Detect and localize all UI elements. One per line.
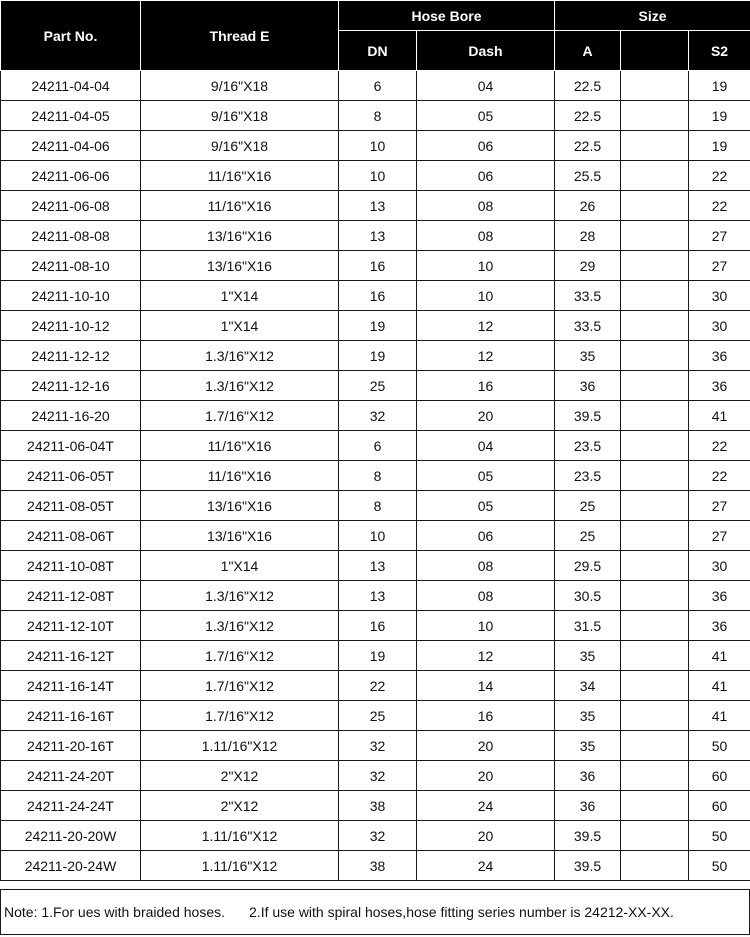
cell-thread: 1.7/16"X12 [141, 671, 339, 701]
cell-part-no: 24211-08-06T [1, 521, 141, 551]
table-header [1, 1, 750, 71]
cell-s2: 27 [689, 251, 750, 281]
cell-part-no: 24211-10-12 [1, 311, 141, 341]
cell-thread: 13/16"X16 [141, 221, 339, 251]
cell-a: 33.5 [555, 281, 621, 311]
cell-a: 23.5 [555, 431, 621, 461]
cell-part-no: 24211-06-05T [1, 461, 141, 491]
cell-s2: 41 [689, 701, 750, 731]
table-row [1, 551, 750, 581]
cell-blank [621, 191, 689, 221]
table-row [1, 701, 750, 731]
cell-dash: 16 [417, 371, 555, 401]
cell-blank [621, 611, 689, 641]
cell-blank [621, 221, 689, 251]
cell-blank [621, 731, 689, 761]
cell-s2: 22 [689, 461, 750, 491]
cell-a: 29.5 [555, 551, 621, 581]
table-row [1, 851, 750, 881]
table-row [1, 611, 750, 641]
cell-dn: 19 [339, 641, 417, 671]
cell-thread: 1.3/16"X12 [141, 341, 339, 371]
cell-dash: 08 [417, 581, 555, 611]
cell-a: 33.5 [555, 311, 621, 341]
cell-thread: 11/16"X16 [141, 431, 339, 461]
cell-blank [621, 161, 689, 191]
cell-dash: 24 [417, 851, 555, 881]
cell-thread: 1.7/16"X12 [141, 641, 339, 671]
cell-dn: 25 [339, 701, 417, 731]
cell-blank [621, 431, 689, 461]
cell-part-no: 24211-24-24T [1, 791, 141, 821]
table-row [1, 791, 750, 821]
cell-dn: 19 [339, 341, 417, 371]
table-row [1, 191, 750, 221]
cell-s2: 50 [689, 821, 750, 851]
cell-part-no: 24211-06-08 [1, 191, 141, 221]
cell-part-no: 24211-12-08T [1, 581, 141, 611]
cell-s2: 22 [689, 191, 750, 221]
table-row [1, 341, 750, 371]
cell-s2: 22 [689, 431, 750, 461]
cell-blank [621, 281, 689, 311]
footnote-part-2: 2.If use with spiral hoses,hose fitting series number is 24212-XX-XX. [249, 904, 674, 920]
cell-dash: 10 [417, 611, 555, 641]
cell-dash: 10 [417, 281, 555, 311]
cell-s2: 30 [689, 281, 750, 311]
cell-part-no: 24211-04-04 [1, 71, 141, 101]
cell-thread: 1.3/16"X12 [141, 371, 339, 401]
cell-s2: 36 [689, 341, 750, 371]
cell-blank [621, 791, 689, 821]
cell-thread: 9/16"X18 [141, 101, 339, 131]
cell-dn: 10 [339, 131, 417, 161]
cell-a: 36 [555, 371, 621, 401]
cell-dn: 32 [339, 401, 417, 431]
cell-s2: 50 [689, 851, 750, 881]
cell-a: 39.5 [555, 401, 621, 431]
cell-a: 22.5 [555, 101, 621, 131]
cell-a: 26 [555, 191, 621, 221]
cell-dash: 16 [417, 701, 555, 731]
cell-dash: 20 [417, 821, 555, 851]
cell-dn: 6 [339, 431, 417, 461]
cell-thread: 1.11/16"X12 [141, 851, 339, 881]
cell-part-no: 24211-16-12T [1, 641, 141, 671]
cell-thread: 2"X12 [141, 791, 339, 821]
cell-part-no: 24211-12-16 [1, 371, 141, 401]
cell-dn: 25 [339, 371, 417, 401]
cell-s2: 36 [689, 581, 750, 611]
cell-dash: 08 [417, 191, 555, 221]
cell-thread: 1"X14 [141, 551, 339, 581]
cell-a: 25 [555, 491, 621, 521]
cell-dash: 05 [417, 461, 555, 491]
cell-s2: 41 [689, 641, 750, 671]
table-row [1, 641, 750, 671]
cell-thread: 1.11/16"X12 [141, 821, 339, 851]
cell-dn: 8 [339, 101, 417, 131]
cell-dn: 16 [339, 611, 417, 641]
cell-a: 35 [555, 731, 621, 761]
table-row [1, 491, 750, 521]
cell-part-no: 24211-16-16T [1, 701, 141, 731]
cell-dash: 12 [417, 641, 555, 671]
cell-dn: 38 [339, 791, 417, 821]
cell-dn: 32 [339, 761, 417, 791]
cell-part-no: 24211-20-24W [1, 851, 141, 881]
cell-s2: 50 [689, 731, 750, 761]
cell-thread: 9/16"X18 [141, 131, 339, 161]
cell-dash: 05 [417, 491, 555, 521]
cell-a: 28 [555, 221, 621, 251]
cell-part-no: 24211-12-10T [1, 611, 141, 641]
header-dash: Dash [417, 31, 555, 71]
cell-dash: 08 [417, 221, 555, 251]
cell-dn: 10 [339, 521, 417, 551]
cell-dash: 12 [417, 311, 555, 341]
cell-blank [621, 341, 689, 371]
cell-part-no: 24211-16-14T [1, 671, 141, 701]
cell-dash: 06 [417, 131, 555, 161]
cell-blank [621, 401, 689, 431]
cell-dn: 6 [339, 71, 417, 101]
cell-blank [621, 371, 689, 401]
cell-thread: 13/16"X16 [141, 521, 339, 551]
cell-a: 35 [555, 341, 621, 371]
cell-a: 25.5 [555, 161, 621, 191]
table-row [1, 251, 750, 281]
cell-blank [621, 671, 689, 701]
cell-s2: 36 [689, 371, 750, 401]
cell-s2: 19 [689, 71, 750, 101]
cell-blank [621, 641, 689, 671]
cell-thread: 13/16"X16 [141, 491, 339, 521]
cell-s2: 36 [689, 611, 750, 641]
cell-dn: 32 [339, 821, 417, 851]
header-dn: DN [339, 31, 417, 71]
cell-dn: 22 [339, 671, 417, 701]
cell-thread: 13/16"X16 [141, 251, 339, 281]
cell-s2: 30 [689, 551, 750, 581]
cell-dash: 10 [417, 251, 555, 281]
cell-blank [621, 521, 689, 551]
cell-s2: 22 [689, 161, 750, 191]
table-row [1, 101, 750, 131]
cell-dn: 13 [339, 191, 417, 221]
cell-dn: 38 [339, 851, 417, 881]
cell-blank [621, 251, 689, 281]
cell-s2: 19 [689, 101, 750, 131]
cell-thread: 1"X14 [141, 281, 339, 311]
header-size: Size [555, 1, 750, 31]
cell-part-no: 24211-04-06 [1, 131, 141, 161]
cell-part-no: 24211-24-20T [1, 761, 141, 791]
cell-blank [621, 131, 689, 161]
cell-s2: 19 [689, 131, 750, 161]
header-hose-bore: Hose Bore [339, 1, 555, 31]
header-a: A [555, 31, 621, 71]
cell-s2: 27 [689, 521, 750, 551]
cell-dash: 24 [417, 791, 555, 821]
cell-thread: 9/16"X18 [141, 71, 339, 101]
cell-blank [621, 761, 689, 791]
table-row [1, 371, 750, 401]
cell-s2: 27 [689, 491, 750, 521]
cell-thread: 1.11/16"X12 [141, 731, 339, 761]
table-row [1, 311, 750, 341]
cell-dash: 12 [417, 341, 555, 371]
cell-blank [621, 851, 689, 881]
cell-dash: 06 [417, 161, 555, 191]
cell-a: 25 [555, 521, 621, 551]
cell-s2: 30 [689, 311, 750, 341]
cell-thread: 1.3/16"X12 [141, 611, 339, 641]
cell-part-no: 24211-08-05T [1, 491, 141, 521]
footnote-part-1: Note: 1.For ues with braided hoses. [4, 904, 226, 920]
cell-part-no: 24211-04-05 [1, 101, 141, 131]
cell-thread: 1.7/16"X12 [141, 401, 339, 431]
cell-part-no: 24211-20-16T [1, 731, 141, 761]
cell-dn: 32 [339, 731, 417, 761]
table-row [1, 821, 750, 851]
cell-blank [621, 311, 689, 341]
cell-part-no: 24211-12-12 [1, 341, 141, 371]
cell-thread: 11/16"X16 [141, 161, 339, 191]
cell-dn: 10 [339, 161, 417, 191]
cell-dash: 06 [417, 521, 555, 551]
cell-part-no: 24211-16-20 [1, 401, 141, 431]
cell-thread: 1"X14 [141, 311, 339, 341]
cell-dash: 08 [417, 551, 555, 581]
cell-a: 35 [555, 701, 621, 731]
header-s2: S2 [689, 31, 750, 71]
cell-part-no: 24211-20-20W [1, 821, 141, 851]
cell-part-no: 24211-08-08 [1, 221, 141, 251]
cell-s2: 41 [689, 401, 750, 431]
cell-dn: 8 [339, 461, 417, 491]
cell-dn: 13 [339, 221, 417, 251]
cell-a: 22.5 [555, 131, 621, 161]
cell-dn: 13 [339, 551, 417, 581]
cell-s2: 60 [689, 791, 750, 821]
cell-part-no: 24211-10-10 [1, 281, 141, 311]
cell-blank [621, 821, 689, 851]
cell-dash: 20 [417, 401, 555, 431]
cell-dash: 20 [417, 731, 555, 761]
cell-s2: 41 [689, 671, 750, 701]
table-row [1, 671, 750, 701]
cell-a: 30.5 [555, 581, 621, 611]
cell-blank [621, 581, 689, 611]
cell-a: 22.5 [555, 71, 621, 101]
cell-a: 35 [555, 641, 621, 671]
cell-blank [621, 491, 689, 521]
table-body [1, 71, 750, 881]
cell-thread: 1.7/16"X12 [141, 701, 339, 731]
cell-a: 36 [555, 791, 621, 821]
cell-a: 39.5 [555, 851, 621, 881]
cell-a: 36 [555, 761, 621, 791]
table-row [1, 461, 750, 491]
cell-a: 31.5 [555, 611, 621, 641]
cell-blank [621, 461, 689, 491]
cell-dash: 05 [417, 101, 555, 131]
cell-dash: 14 [417, 671, 555, 701]
table-row [1, 521, 750, 551]
cell-dn: 8 [339, 491, 417, 521]
header-blank [621, 31, 689, 71]
cell-dn: 16 [339, 251, 417, 281]
cell-thread: 2"X12 [141, 761, 339, 791]
cell-blank [621, 71, 689, 101]
table-row [1, 281, 750, 311]
table-row [1, 71, 750, 101]
cell-s2: 60 [689, 761, 750, 791]
cell-part-no: 24211-06-06 [1, 161, 141, 191]
table-row [1, 221, 750, 251]
cell-a: 23.5 [555, 461, 621, 491]
table-row [1, 731, 750, 761]
cell-dn: 19 [339, 311, 417, 341]
table-row [1, 581, 750, 611]
table-row [1, 431, 750, 461]
table-row [1, 401, 750, 431]
cell-part-no: 24211-10-08T [1, 551, 141, 581]
header-thread: Thread E [141, 1, 339, 71]
table-row [1, 761, 750, 791]
cell-dash: 04 [417, 71, 555, 101]
table-row [1, 161, 750, 191]
cell-thread: 1.3/16"X12 [141, 581, 339, 611]
cell-blank [621, 551, 689, 581]
cell-thread: 11/16"X16 [141, 461, 339, 491]
cell-dash: 20 [417, 761, 555, 791]
cell-a: 34 [555, 671, 621, 701]
cell-a: 29 [555, 251, 621, 281]
cell-part-no: 24211-08-10 [1, 251, 141, 281]
cell-blank [621, 101, 689, 131]
header-part-no: Part No. [1, 1, 141, 71]
cell-dn: 16 [339, 281, 417, 311]
cell-dn: 13 [339, 581, 417, 611]
cell-s2: 27 [689, 221, 750, 251]
footnote [0, 889, 750, 935]
cell-dash: 04 [417, 431, 555, 461]
cell-thread: 11/16"X16 [141, 191, 339, 221]
cell-a: 39.5 [555, 821, 621, 851]
cell-part-no: 24211-06-04T [1, 431, 141, 461]
table-row [1, 131, 750, 161]
cell-blank [621, 701, 689, 731]
